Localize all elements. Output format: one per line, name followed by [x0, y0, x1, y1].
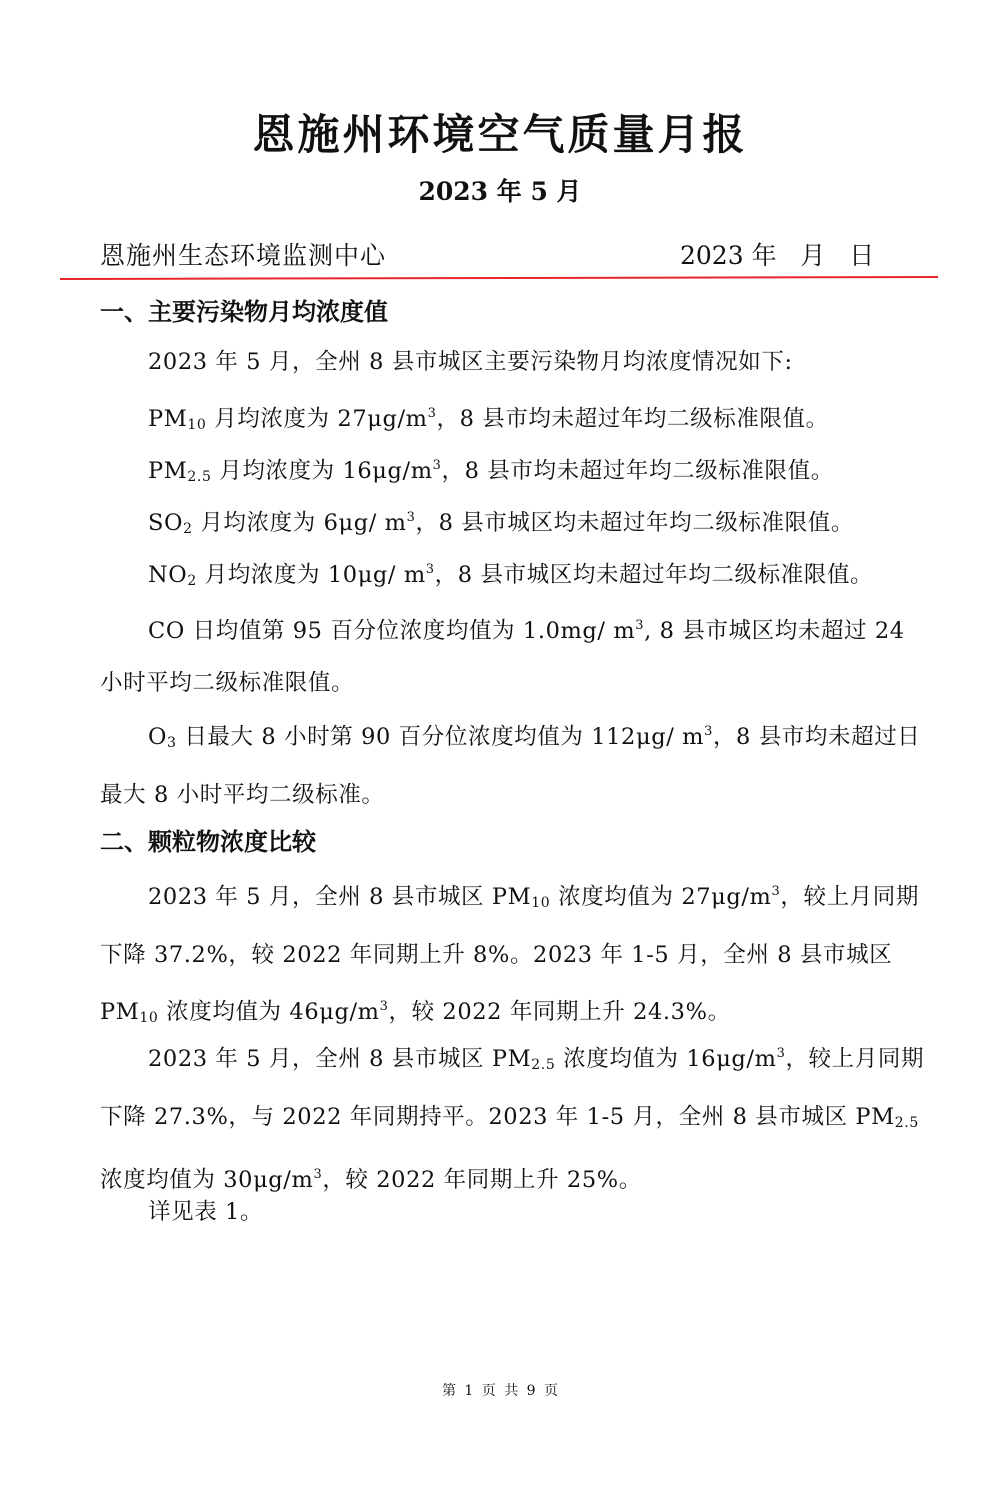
- no2-paragraph: [100, 544, 930, 607]
- pm10-comparison-sup-2: 3: [379, 999, 389, 1014]
- so2-subscript: 2: [183, 521, 193, 537]
- pm25-comparison-text-e: ，较 2022 年同期上升 25%。: [322, 1167, 642, 1193]
- no2-subscript: 2: [187, 573, 197, 589]
- issuer-name: 恩施州生态环境监测中心: [100, 241, 387, 270]
- so2-note: ，8 县市城区均未超过年均二级标准限值。: [415, 510, 854, 536]
- so2-value: 月均浓度为 6μg/ m: [192, 510, 407, 536]
- see-table-text: 详见表 1。: [148, 1199, 264, 1225]
- pm25-value: 月均浓度为 16μg/m: [211, 458, 433, 484]
- co-paragraph: [100, 600, 930, 709]
- see-table-paragraph: [100, 1186, 930, 1238]
- report-title: 恩施州环境空气质量月报: [252, 110, 748, 159]
- so2-label: SO: [148, 510, 184, 536]
- o3-value: 日最大 8 小时第 90 百分位浓度均值为 112μg/ m: [176, 724, 705, 750]
- o3-paragraph: [100, 706, 930, 821]
- so2-superscript: 3: [406, 510, 416, 525]
- pm25-note: ，8 县市均未超过年均二级标准限值。: [441, 458, 834, 484]
- intro-paragraph: [100, 336, 930, 388]
- o3-superscript: 3: [704, 724, 713, 739]
- pm10-value: 月均浓度为 27μg/m: [206, 406, 428, 432]
- o3-subscript: 3: [167, 735, 177, 751]
- co-superscript: 3: [635, 618, 645, 633]
- pm25-comparison-text-a: 2023 年 5 月，全州 8 县市城区 PM: [148, 1046, 532, 1072]
- pm10-comparison-text-a: 2023 年 5 月，全州 8 县市城区 PM: [148, 884, 532, 910]
- pm25-comparison-paragraph: [100, 1028, 930, 1206]
- pm10-comparison-text-e: ，较 2022 年同期上升 24.3%。: [388, 999, 731, 1025]
- red-divider: [60, 276, 938, 280]
- no2-label: NO: [148, 562, 188, 588]
- pm10-comparison-paragraph: [100, 866, 930, 1044]
- no2-superscript: 3: [425, 562, 435, 577]
- pm25-comparison-text-b: 浓度均值为 16μg/m: [555, 1046, 777, 1072]
- pm25-comparison-sub-1: 2.5: [531, 1057, 556, 1073]
- section-heading-particulates: 二、颗粒物浓度比较: [100, 828, 316, 856]
- no2-value: 月均浓度为 10μg/ m: [196, 562, 426, 588]
- pm25-superscript: 3: [432, 458, 442, 473]
- pm25-comparison-sub-2: 2.5: [894, 1115, 919, 1131]
- pm25-comparison-sup-1: 3: [776, 1046, 786, 1061]
- issue-date: 2023 年 月 日: [680, 241, 875, 270]
- pm25-subscript: 2.5: [187, 469, 212, 485]
- pm10-comparison-sub-2: 10: [139, 1010, 159, 1026]
- pm25-comparison-sup-2: 3: [313, 1167, 323, 1182]
- pm25-comparison-text-c: ，较上月同期下降 27.3%，与 2022 年同期持平。2023 年 1-5 月，全州 8 县市城区 PM: [100, 1046, 925, 1130]
- pm25-label: PM: [148, 458, 188, 484]
- page-number: 第 1 页 共 9 页: [441, 1383, 559, 1399]
- pm10-subscript: 10: [187, 417, 207, 433]
- pm10-comparison-text-b: 浓度均值为 27μg/m: [550, 884, 772, 910]
- pm10-superscript: 3: [427, 406, 437, 421]
- section-heading-pollutants: 一、主要污染物月均浓度值: [100, 298, 388, 326]
- pm10-note: ，8 县市均未超过年均二级标准限值。: [436, 406, 829, 432]
- no2-note: ，8 县市城区均未超过年均二级标准限值。: [434, 562, 874, 588]
- pm10-label: PM: [148, 406, 188, 432]
- pm25-comparison-text-d: 浓度均值为 30μg/m: [100, 1167, 314, 1193]
- o3-label: O: [148, 724, 168, 750]
- pm10-comparison-text-d: 浓度均值为 46μg/m: [158, 999, 380, 1025]
- pm10-comparison-text-c: ，较上月同期下降 37.2%，较 2022 年同期上升 8%。2023 年 1-5 月，全州 8 县市城区 PM: [100, 884, 919, 1025]
- pm10-comparison-sup-1: 3: [771, 884, 781, 899]
- co-value: CO 日均值第 95 百分位浓度均值为 1.0mg/ m: [148, 618, 636, 644]
- co-note: , 8 县市城区均未超过 24 小时平均二级标准限值。: [100, 618, 905, 696]
- intro-text: 2023 年 5 月，全州 8 县市城区主要污染物月均浓度情况如下:: [148, 349, 793, 375]
- o3-note: ，8 县市均未超过日最大 8 小时平均二级标准。: [100, 724, 921, 808]
- pm10-comparison-sub-1: 10: [531, 895, 551, 911]
- report-period: 2023 年 5 月: [418, 177, 582, 206]
